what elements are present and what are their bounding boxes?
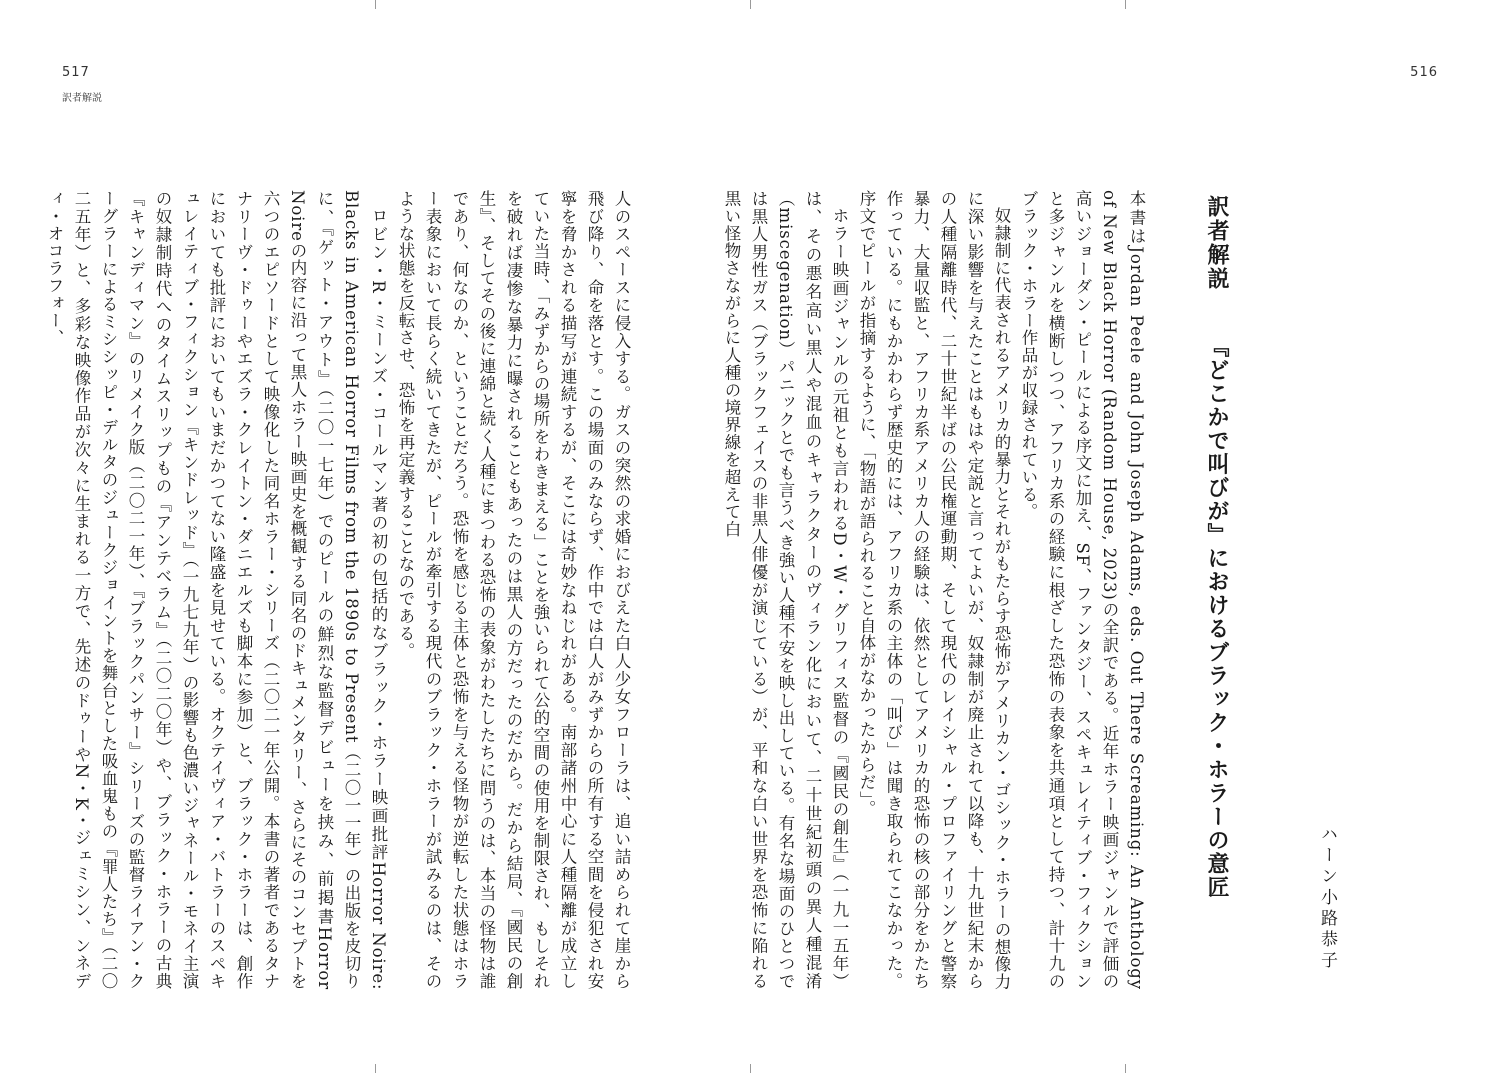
page-number-right: 516 bbox=[1410, 65, 1438, 80]
crop-mark-bottom-center bbox=[750, 1064, 751, 1073]
title-block bbox=[1190, 195, 1350, 1015]
author-name: ハーン小路恭子 bbox=[1317, 825, 1337, 972]
paragraph: 奴隷制に代表されるアメリカ的暴力とそれがもたらす恐怖がアメリカン・ゴシック・ホラーの想像力に深い影響を与えたことはもはや定説と言ってよいが、奴隷制が廃止されて以降も、十九世紀末からの人種隔離時代、二十世紀半ばの公民権運動期、そして現代のレイシャル・プロファイリングと警察暴力、大量収監と、アフリカ系アメリカ人の経験は、依然としてアメリカ的恐怖の核の部分をかたち作っている。にもかかわらず歴史的には、アフリカ系の主体の「叫び」は聞き取られてこなかった。序文でピールが指摘するように、「物語が語られること自体がなかったからだ」。 bbox=[857, 190, 1011, 990]
crop-mark-top-center bbox=[750, 0, 751, 9]
crop-mark-bottom-left bbox=[375, 1064, 376, 1073]
section-label: 訳者解説 bbox=[1204, 195, 1229, 291]
paragraph: 本書はJordan Peele and John Joseph Adams, eds. Out There Screaming: An Anthology of New Black Horror (Random House, 2023)の全訳である。近年ホラー映画ジャンルで評価の高いジョーダン・ピールによる序文に加え、SF、ファンタジー、スペキュレイティブ・フィクションと多ジャンルを横断しつつ、アフリカ系の経験に根ざした恐怖の表象を共通項として持つ、計十九のブラック・ホラー作品が収録されている。 bbox=[1019, 190, 1146, 990]
paragraph: 人のスペースに侵入する。ガスの突然の求婚におびえた白人少女フローラは、追い詰められて崖から飛び降り、命を落とす。この場面のみならず、作中では白人がみずからの所有する空間を侵犯され安寧を脅かされる描写が連続するが、そこには奇妙なねじれがある。南部諸州中心に人種隔離が成立していた当時、「みずからの場所をわきまえる」ことを強いられて公的空間の使用を制限され、もしそれを破れば凄惨な暴力に曝されることもあったのは黒人の方だったのだから。だから結局、『國民の創生』、そしてその後に連綿と続く人種にまつわる恐怖の表象がわたしたちに問うのは、本当の怪物は誰であり、何なのか、ということだろう。恐怖を感じる主体と恐怖を与える怪物が逆転した状態はホラー表象において長らく続いてきたが、ピールが牽引する現代のブラック・ホラーが試みるのは、そのような状態を反転させ、恐怖を再定義することなのである。 bbox=[396, 190, 631, 990]
left-page-body bbox=[45, 190, 635, 991]
crop-mark-bottom-right bbox=[1125, 1064, 1126, 1073]
crop-mark-top-left bbox=[375, 0, 376, 9]
running-head: 訳者解説 bbox=[62, 93, 102, 104]
page-number-left: 517 bbox=[62, 65, 90, 80]
paragraph: ホラー映画ジャンルの元祖とも言われるD・W・グリフィス監督の『國民の創生』（一九一五年）は、その悪名高い黒人や混血のキャラクターのヴィラン化において、二十世紀初頭の異人種混淆（miscegenation）パニックとでも言うべき強い人種不安を映し出している。有名な場面のひとつでは黒人男性ガス（ブラックフェイスの非黒人俳優が演じている）が、平和な白い世界を恐怖に陥れる黒い怪物さながらに人種の境界線を超えて白 bbox=[722, 190, 849, 990]
right-page-body bbox=[722, 190, 1150, 990]
crop-mark-top-right bbox=[1125, 0, 1126, 9]
paragraph: ロビン・R・ミーンズ・コールマン著の初の包括的なブラック・ホラー映画批評Horror Noire: Blacks in American Horror Films from the 1890s to Present（二〇一一年）の出版を皮切りに、『ゲット・アウト』（二〇一七年）でのピールの鮮烈な監督デビューを挟み、前掲書Horror Noireの内容に沿って黒人ホラー映画史を概観する同名のドキュメンタリー、さらにそのコンセプトを六つのエピソードとして映像化した同名ホラー・シリーズ（二〇二一年公開。本書の著者であるタナナリーヴ・ドゥーやエズラ・クレイトン・ダニエルズも脚本に参加）と、ブラック・ホラーは、創作においても批評においてもいまだかつてない隆盛を見せている。オクテイヴィア・バトラーのスペキュレイティブ・フィクション『キンドレッド』（一九七九年）の影響も色濃いジャネール・モネイ主演の奴隷制時代へのタイムスリップもの『アンテベラム』（二〇二〇年）や、ブラック・ホラーの古典『キャンディマン』のリメイク版（二〇二一年）、『ブラックパンサー』シリーズの監督ライアン・クーグラーによるミシシッピ・デルタのジュークジョイントを舞台とした吸血鬼もの『罪人たち』（二〇二五年）と、多彩な映像作品が次々に生まれる一方で、先述のドゥーやN・K・ジェミシン、ンネディ・オコラフォー、 bbox=[45, 190, 388, 991]
article-title: 『どこかで叫びが』におけるブラック・ホラーの意匠 bbox=[1204, 335, 1229, 899]
